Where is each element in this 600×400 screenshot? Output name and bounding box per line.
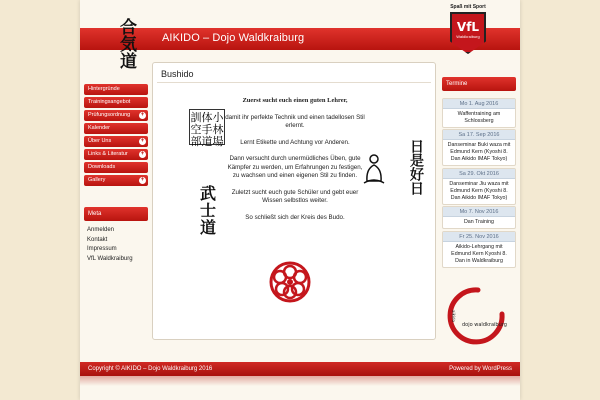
event-title[interactable]: Aikido-Lehrgang mit Edmund Kern Kyoshi 8. Dan in Waldkraiburg: [451, 244, 507, 264]
meta-link-vfl[interactable]: VfL Waldkraiburg: [87, 255, 133, 262]
footer-shadow: [80, 376, 520, 386]
aikido-kanji-logo[interactable]: 合気道: [116, 17, 136, 69]
event-date: Sa 17. Sep 2016: [443, 130, 515, 140]
termine-heading: Termine: [442, 77, 516, 91]
meta-link-kontakt[interactable]: Kontakt: [87, 236, 108, 243]
event-item[interactable]: [442, 98, 516, 128]
event-date: Fr 25. Nov 2016: [443, 232, 515, 242]
event-item[interactable]: [442, 206, 516, 229]
sidebar-item-kalender[interactable]: [84, 123, 148, 134]
badge-sub: Waldkraiburg: [456, 34, 480, 39]
sidebar-item-label: Prüfungsordnung: [88, 112, 131, 118]
event-date: Mo 1. Aug 2016: [443, 99, 515, 109]
family-crest-icon: [269, 261, 311, 303]
sidebar-item-label: Kalender: [88, 125, 111, 131]
enso-caption: dojo waldkraiburg: [462, 322, 507, 328]
badge-main: VfL: [456, 20, 480, 34]
vfl-badge[interactable]: [448, 4, 488, 56]
sidebar-item-links-literatur[interactable]: [84, 149, 148, 160]
paragraph: Lernt Etikette und Achtung vor Anderen.: [240, 138, 350, 146]
sidebar-item-label: Hintergründe: [88, 86, 120, 92]
event-item[interactable]: [442, 231, 516, 268]
sidebar-item-gallery[interactable]: [84, 175, 148, 186]
expand-plus-icon[interactable]: +: [140, 151, 145, 157]
paragraph: Zuletzt sucht euch gute Schüler und gebt euer Wissen selbstlos weiter.: [231, 188, 359, 204]
sidebar-item-trainingsangebot[interactable]: [84, 97, 148, 108]
sidebar-nav: [84, 84, 148, 188]
event-title[interactable]: Danseminar Buki waza mit Edmund Kern (Kyoshi 8. Dan Aikido IMAF Tokyo): [447, 142, 511, 162]
kanji-scroll-icon: 訓体小空手林部道場: [190, 111, 224, 148]
event-item[interactable]: [442, 129, 516, 166]
footer-powered-link[interactable]: Powered by WordPress: [449, 366, 512, 372]
bushido-text: [225, 97, 365, 230]
lead-line: Zuerst sucht euch einen guten Lehrer,: [242, 97, 348, 104]
sidebar-item-label: Gallery: [88, 177, 106, 183]
sidebar-item-hintergruende[interactable]: [84, 84, 148, 95]
sidebar-item-label: Links & Literatur: [88, 151, 128, 157]
enso-side-caption: aikido: [451, 310, 456, 322]
paragraph: damit ihr perfekte Technik und einen tadellosen Stil erlernt.: [225, 113, 365, 129]
badge-top-text: Spaß mit Sport: [450, 4, 486, 10]
expand-plus-icon[interactable]: +: [140, 177, 145, 183]
sidebar-item-label: Trainingsangebot: [88, 99, 131, 105]
event-date: Mo 7. Nov 2016: [443, 207, 515, 217]
meta-link-impressum[interactable]: Impressum: [87, 246, 117, 252]
footer-copyright: Copyright © AIKIDO – Dojo Waldkraiburg 2016: [88, 366, 213, 372]
footer: [80, 362, 520, 376]
event-item[interactable]: [442, 168, 516, 205]
event-title[interactable]: Danseminar Jiu waza mit Edmund Kern (Kyoshi 8. Dan Aikido IMAF Tokyo): [449, 181, 509, 201]
calligraphy-icon: 日是好日: [408, 139, 424, 195]
page-title: Bushido: [161, 69, 194, 79]
sidebar-item-label: Downloads: [88, 164, 116, 170]
event-title[interactable]: Waffentraining am Schlossberg: [457, 111, 501, 124]
enso-circle-icon: [444, 284, 508, 348]
meditating-figure-icon: [363, 153, 385, 185]
sidebar-item-pruefungsordnung[interactable]: [84, 110, 148, 121]
title-divider: [157, 82, 431, 83]
meta-links: [87, 226, 151, 264]
meta-heading: Meta: [84, 207, 148, 221]
event-date: Sa 29. Okt 2016: [443, 169, 515, 179]
sidebar-item-ueber-uns[interactable]: [84, 136, 148, 147]
bushido-kanji-icon: 武士道: [199, 184, 216, 237]
paragraph: Dann versucht durch unermüdliches Üben, gute Kämpfer zu werden, um Erfahrungen zu festigen, zu wachsen und einen eigenen Stil zu finden.: [227, 155, 363, 179]
event-title[interactable]: Dan Training: [463, 219, 495, 225]
sidebar-item-label: Über Uns: [88, 138, 112, 144]
main-content: [152, 62, 436, 340]
site-title[interactable]: AIKIDO – Dojo Waldkraiburg: [162, 32, 305, 44]
meta-link-anmelden[interactable]: Anmelden: [87, 227, 115, 233]
expand-plus-icon[interactable]: +: [140, 112, 145, 118]
sidebar-item-downloads[interactable]: [84, 162, 148, 173]
expand-plus-icon[interactable]: +: [140, 138, 145, 144]
paragraph: So schließt sich der Kreis des Budo.: [245, 213, 345, 221]
